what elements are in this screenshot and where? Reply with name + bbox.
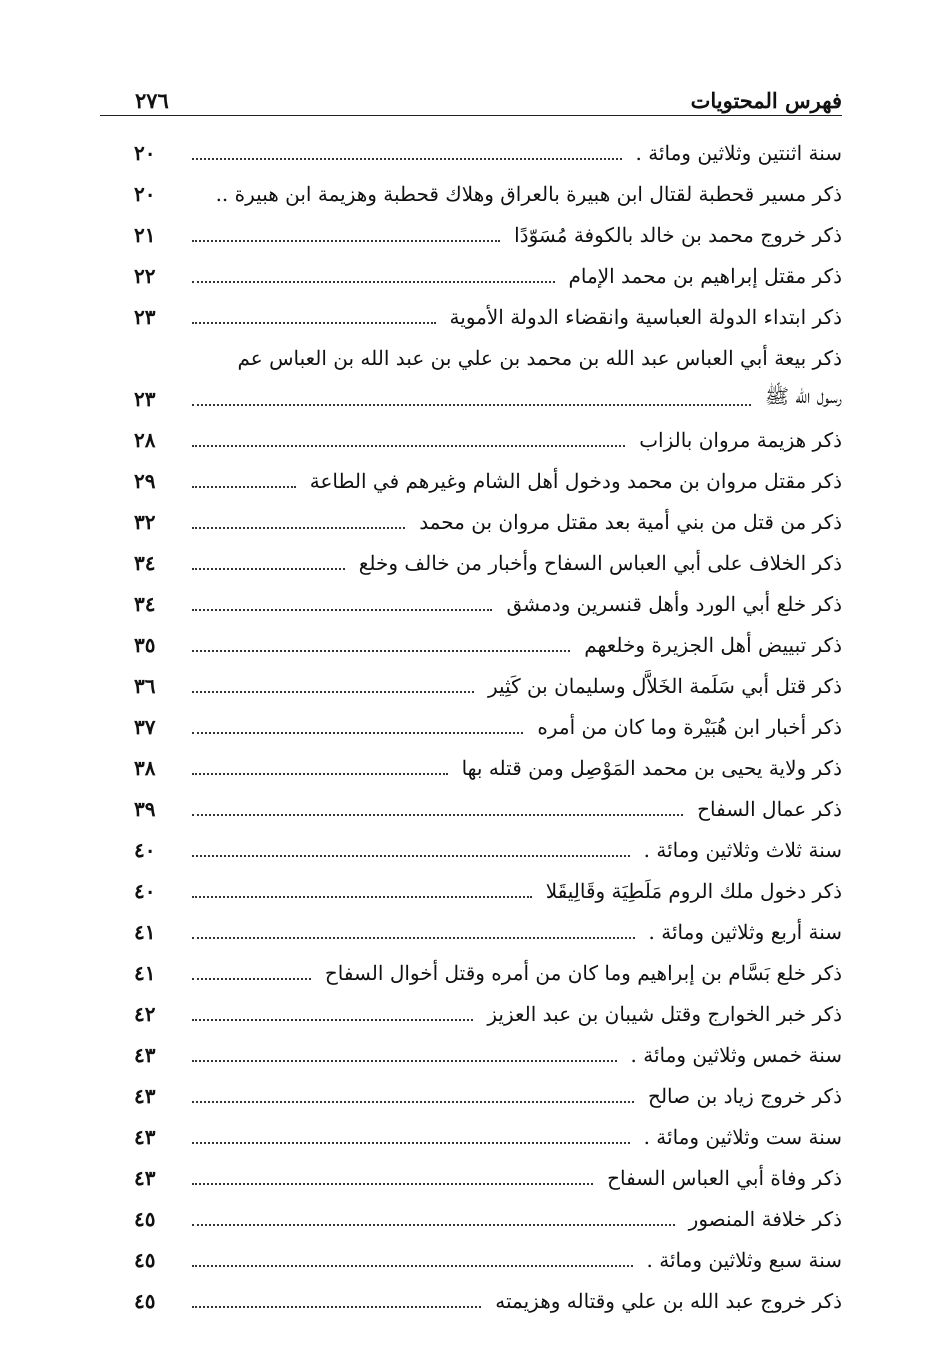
toc-entry-title: رسول الله ﷺ [764, 384, 842, 408]
toc-entry-page: ٣٨ [134, 755, 156, 780]
toc-entry-page: ٣٩ [134, 796, 156, 821]
toc-dot-leader [192, 1306, 481, 1308]
toc-dot-leader [192, 814, 683, 816]
toc-entry [100, 583, 842, 624]
table-of-contents [100, 132, 842, 1321]
toc-dot-leader [192, 609, 492, 611]
toc-entry [100, 911, 842, 952]
toc-entry-page: ٢٠ [134, 181, 156, 206]
toc-entry-title: ذكر خبر الخوارج وقتل شيبان بن عبد العزيز [487, 1001, 842, 1026]
toc-entry-title: سنة خمس وثلاثين ومائة . [630, 1042, 842, 1067]
toc-dot-leader [192, 855, 630, 857]
toc-entry [100, 255, 842, 296]
toc-dot-leader [192, 978, 311, 980]
toc-dot-leader [192, 1101, 634, 1103]
toc-dot-leader [192, 896, 532, 898]
toc-entry-title: ذكر دخول ملك الروم مَلَطِيَة وقَالِيقَلا [545, 878, 842, 903]
toc-entry-page: ٤٥ [134, 1247, 156, 1272]
toc-entry [100, 1075, 842, 1116]
toc-entry-page: ٣٥ [134, 632, 156, 657]
toc-entry-page: ٤٠ [134, 878, 156, 903]
toc-entry-page: ٤٣ [134, 1042, 156, 1067]
toc-entry [100, 665, 842, 706]
toc-entry-title: ذكر عمال السفاح [697, 796, 842, 821]
toc-entry-title: ذكر من قتل من بني أمية بعد مقتل مروان بن محمد [419, 509, 842, 534]
toc-entry-title: سنة ست وثلاثين ومائة . [643, 1124, 842, 1149]
toc-entry-title: ذكر الخلاف على أبي العباس السفاح وأخبار من خالف وخلع [358, 550, 842, 575]
toc-entry-title: ذكر خروج عبد الله بن علي وقتاله وهزيمته [495, 1288, 842, 1313]
toc-entry [100, 1280, 842, 1321]
toc-dot-leader [192, 1060, 617, 1062]
toc-entry [100, 829, 842, 870]
toc-entry-page: ٤٣ [134, 1083, 156, 1108]
toc-dot-leader [192, 281, 555, 283]
toc-entry [100, 870, 842, 911]
toc-entry [100, 337, 842, 378]
toc-entry-page: ٣٦ [134, 673, 156, 698]
toc-dot-leader [192, 158, 622, 160]
toc-entry-page: ٤٥ [134, 1206, 156, 1231]
toc-entry-page: ٤٠ [134, 837, 156, 862]
toc-entry [100, 214, 842, 255]
toc-entry-page: ٣٧ [134, 714, 156, 739]
toc-entry [100, 788, 842, 829]
toc-entry-page: ٤٣ [134, 1124, 156, 1149]
toc-dot-leader [192, 650, 570, 652]
toc-entry-title: ذكر ابتداء الدولة العباسية وانقضاء الدولة الأموية [449, 304, 842, 329]
toc-dot-leader [192, 568, 345, 570]
toc-dot-leader [192, 486, 296, 488]
toc-entry [100, 460, 842, 501]
book-page [100, 70, 842, 1320]
toc-entry-page: ٢١ [134, 222, 156, 247]
toc-entry [100, 132, 842, 173]
toc-entry [100, 747, 842, 788]
toc-entry-title: ذكر خلافة المنصور [688, 1206, 842, 1231]
toc-entry-title: ذكر وفاة أبي العباس السفاح [607, 1165, 842, 1190]
toc-entry [100, 1239, 842, 1280]
toc-entry-title: ذكر هزيمة مروان بالزاب [639, 427, 842, 452]
toc-dot-leader [192, 1142, 630, 1144]
toc-entry [100, 501, 842, 542]
toc-dot-leader [192, 404, 751, 406]
toc-entry-title: سنة ثلاث وثلاثين ومائة . [643, 837, 842, 862]
toc-entry [100, 993, 842, 1034]
toc-entry-page: ٤١ [134, 960, 156, 985]
toc-entry-title: ذكر ولاية يحيى بن محمد المَوْصِل ومن قتله بها [461, 755, 842, 780]
toc-entry [100, 542, 842, 583]
toc-entry-title: ذكر أخبار ابن هُبَيْرة وما كان من أمره [537, 714, 842, 739]
toc-entry-title: سنة سبع وثلاثين ومائة . [646, 1247, 842, 1272]
toc-entry [100, 1157, 842, 1198]
toc-entry-page: ٢٣ [134, 304, 156, 329]
toc-entry-page: ٣٤ [134, 550, 156, 575]
toc-entry [100, 1198, 842, 1239]
toc-entry-title: ذكر خلع أبي الورد وأهل قنسرين ودمشق [506, 591, 842, 616]
toc-entry-title: ذكر خروج زياد بن صالح [648, 1083, 842, 1108]
toc-dot-leader [192, 445, 625, 447]
toc-entry [100, 624, 842, 665]
toc-entry-page: ٣٢ [134, 509, 156, 534]
toc-entry-page: ٢٣ [134, 386, 156, 411]
toc-dot-leader [192, 1265, 633, 1267]
toc-entry-page: ٢٨ [134, 427, 156, 452]
toc-dot-leader [192, 773, 448, 775]
toc-dot-leader [192, 1224, 675, 1226]
toc-entry [100, 1034, 842, 1075]
toc-entry-page: ٢٩ [134, 468, 156, 493]
toc-dot-leader [192, 1019, 473, 1021]
toc-entry [100, 706, 842, 747]
toc-dot-leader [192, 322, 436, 324]
toc-entry [100, 1116, 842, 1157]
toc-entry-title: ذكر بيعة أبي العباس عبد الله بن محمد بن علي بن عبد الله بن العباس عم [237, 345, 842, 370]
toc-entry-page: ٤٣ [134, 1165, 156, 1190]
header-rule [100, 115, 842, 116]
toc-entry-title: ذكر مقتل إبراهيم بن محمد الإمام [568, 263, 842, 288]
toc-entry [100, 378, 842, 419]
toc-entry [100, 173, 842, 214]
toc-dot-leader [192, 691, 474, 693]
toc-entry [100, 952, 842, 993]
toc-entry [100, 419, 842, 460]
toc-entry-page: ٤٥ [134, 1288, 156, 1313]
toc-entry-page: ٣٤ [134, 591, 156, 616]
toc-dot-leader [192, 240, 500, 242]
toc-entry-title: سنة اثنتين وثلاثين ومائة . [635, 140, 842, 165]
toc-entry-title: ذكر تبييض أهل الجزيرة وخلعهم [584, 632, 842, 657]
toc-entry-title: ذكر خلع بَسَّام بن إبراهيم وما كان من أمره وقتل أخوال السفاح [324, 960, 842, 985]
toc-entry-page: ٤١ [134, 919, 156, 944]
toc-dot-leader [192, 937, 635, 939]
toc-entry-title: سنة أربع وثلاثين ومائة . [648, 919, 842, 944]
toc-entry-title: ذكر قتل أبي سَلَمة الخَلاَّل وسليمان بن كَثِير [487, 673, 842, 698]
toc-entry-title: ذكر مسير قحطبة لقتال ابن هبيرة بالعراق وهلاك قحطبة وهزيمة ابن هبيرة .. [215, 181, 842, 206]
toc-entry-title: ذكر خروج محمد بن خالد بالكوفة مُسَوّدًا [514, 222, 842, 247]
header-title: فهرس المحتويات [690, 87, 842, 113]
toc-dot-leader [192, 527, 405, 529]
toc-dot-leader [192, 732, 523, 734]
page-header [100, 85, 842, 115]
toc-entry-page: ٤٢ [134, 1001, 156, 1026]
toc-entry-page: ٢٢ [134, 263, 156, 288]
header-page-number: ٢٧٦ [135, 87, 169, 113]
toc-entry-title: ذكر مقتل مروان بن محمد ودخول أهل الشام وغيرهم في الطاعة [309, 468, 842, 493]
toc-entry-page: ٢٠ [134, 140, 156, 165]
toc-entry [100, 296, 842, 337]
toc-dot-leader [192, 1183, 593, 1185]
